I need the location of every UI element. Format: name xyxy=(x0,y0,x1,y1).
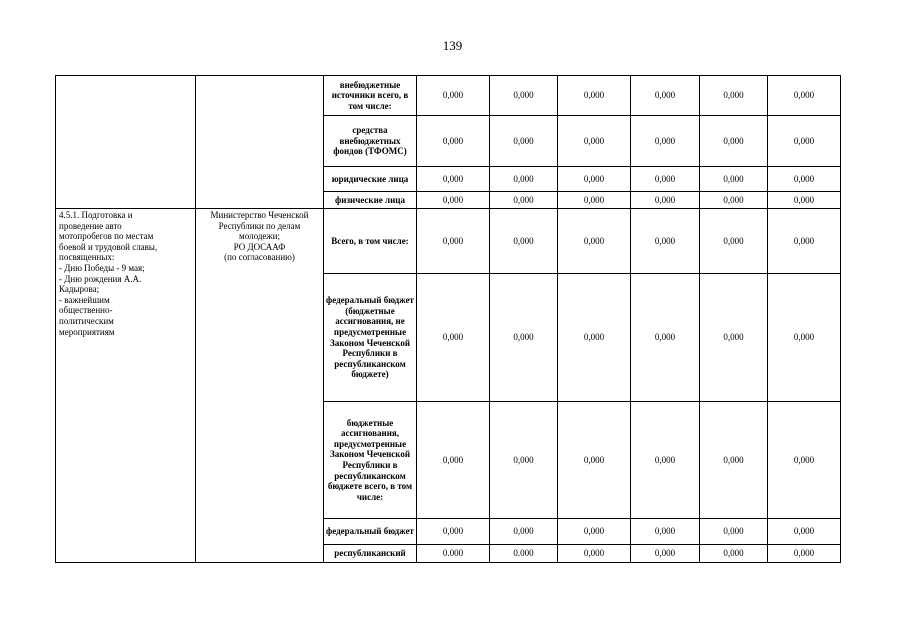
value-cell: 0,000 xyxy=(631,76,700,116)
value-cell: 0,000 xyxy=(631,545,700,563)
value-cell: 0,000 xyxy=(768,76,841,116)
value-cell: 0,000 xyxy=(700,519,768,545)
value-cell: 0,000 xyxy=(417,192,490,209)
value-cell: 0,000 xyxy=(490,519,558,545)
value-cell: 0,000 xyxy=(768,192,841,209)
executor-line: РО ДОСААФ xyxy=(233,241,286,252)
program-activity-line: проведение авто xyxy=(59,220,122,231)
program-activity-line: политическим xyxy=(59,315,114,326)
value-cell: 0,000 xyxy=(490,116,558,167)
executor-line: Министерство Чеченской xyxy=(210,210,309,220)
executor-line: Республики по делам xyxy=(218,220,301,231)
table-row xyxy=(56,209,841,274)
funding-source-cell: внебюджетные источники всего, в том числе: xyxy=(324,76,417,116)
value-cell: 0,000 xyxy=(631,209,700,274)
program-activity-line: 4.5.1. Подготовка и xyxy=(59,210,133,220)
value-cell: 0,000 xyxy=(768,519,841,545)
value-cell: 0,000 xyxy=(768,545,841,563)
value-cell: 0,000 xyxy=(631,192,700,209)
value-cell: 0,000 xyxy=(558,545,631,563)
value-cell: 0,000 xyxy=(417,76,490,116)
value-cell: 0,000 xyxy=(700,209,768,274)
program-activity-cell xyxy=(56,209,196,563)
value-cell: 0,000 xyxy=(558,192,631,209)
value-cell: 0,000 xyxy=(631,116,700,167)
value-cell: 0,000 xyxy=(558,274,631,402)
executor-cell xyxy=(196,209,324,563)
program-activity-line: - Дню рождения А.А. xyxy=(59,273,142,284)
funding-source-cell: Всего, в том числе: xyxy=(324,209,417,274)
value-cell: 0,000 xyxy=(700,167,768,192)
value-cell: 0,000 xyxy=(490,76,558,116)
value-cell: 0,000 xyxy=(558,402,631,519)
value-cell: 0,000 xyxy=(768,274,841,402)
value-cell: 0,000 xyxy=(631,274,700,402)
funding-source-cell: средства внебюджетных фондов (ТФОМС) xyxy=(324,116,417,167)
funding-source-cell: бюджетные ассигнования, предусмотренные Законом Чеченской Республики в республиканском бюджете всего, в том числе: xyxy=(324,402,417,519)
value-cell: 0,000 xyxy=(417,274,490,402)
funding-source-cell: федеральный бюджет (бюджетные ассигнования, не предусмотренные Законом Чеченской Республики в республиканском бюджете) xyxy=(324,274,417,402)
value-cell: 0,000 xyxy=(768,167,841,192)
page-number: 139 xyxy=(442,38,463,53)
funding-source-cell: федеральный бюджет xyxy=(324,519,417,545)
value-cell: 0.000 xyxy=(417,545,490,563)
program-activity-line: - важнейшим xyxy=(59,294,110,305)
value-cell: 0,000 xyxy=(558,209,631,274)
value-cell: 0,000 xyxy=(700,545,768,563)
value-cell: 0,000 xyxy=(700,76,768,116)
value-cell: 0,000 xyxy=(490,209,558,274)
program-activity-line: - Дню Победы - 9 мая; xyxy=(59,262,145,273)
value-cell: 0,000 xyxy=(700,116,768,167)
value-cell: 0,000 xyxy=(490,402,558,519)
executor-line: молодежи; xyxy=(239,231,280,242)
value-cell: 0,000 xyxy=(490,274,558,402)
value-cell: 0,000 xyxy=(768,402,841,519)
value-cell: 0,000 xyxy=(700,192,768,209)
value-cell: 0,000 xyxy=(558,76,631,116)
funding-source-cell: юридические лица xyxy=(324,167,417,192)
funding-source-cell: республиканский xyxy=(324,545,417,563)
value-cell: 0,000 xyxy=(558,116,631,167)
program-cell-empty xyxy=(56,76,196,209)
value-cell: 0,000 xyxy=(768,209,841,274)
value-cell: 0,000 xyxy=(631,402,700,519)
program-activity-line: боевой и трудовой славы, xyxy=(59,241,158,252)
value-cell: 0,000 xyxy=(700,274,768,402)
value-cell: 0,000 xyxy=(700,402,768,519)
budget-table xyxy=(55,75,841,563)
value-cell: 0,000 xyxy=(490,167,558,192)
value-cell: 0,000 xyxy=(768,116,841,167)
funding-source-cell: физические лица xyxy=(324,192,417,209)
value-cell: 0,000 xyxy=(417,209,490,274)
program-activity-line: посвященных: xyxy=(59,252,115,263)
executor-cell-empty xyxy=(196,76,324,209)
value-cell: 0,000 xyxy=(631,519,700,545)
program-activity-line: общественно- xyxy=(59,305,113,316)
value-cell: 0,000 xyxy=(417,402,490,519)
value-cell: 0,000 xyxy=(417,519,490,545)
value-cell: 0,000 xyxy=(558,167,631,192)
program-activity-line: мероприятиям xyxy=(59,326,115,337)
value-cell: 0,000 xyxy=(417,116,490,167)
program-activity-line: Кадырова; xyxy=(59,284,100,295)
value-cell: 0,000 xyxy=(558,519,631,545)
value-cell: 0.000 xyxy=(490,545,558,563)
executor-line: (по согласованию) xyxy=(224,252,295,263)
table-row xyxy=(56,76,841,116)
program-activity-line: мотопробегов по местам xyxy=(59,231,154,242)
value-cell: 0,000 xyxy=(490,192,558,209)
value-cell: 0,000 xyxy=(417,167,490,192)
value-cell: 0,000 xyxy=(631,167,700,192)
